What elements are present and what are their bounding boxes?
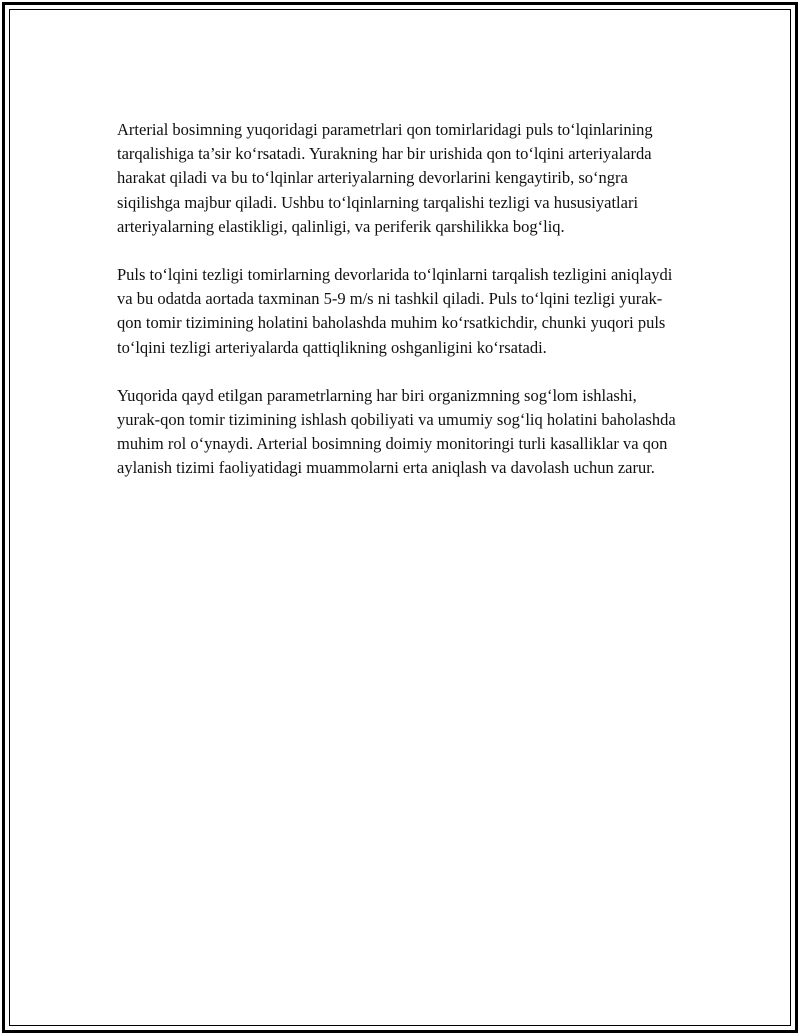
paragraph-2: Puls to‘lqini tezligi tomirlarning devorlarida to‘lqinlarni tarqalish tezligini aniqlaydi va bu odatda aortada taxminan 5-9 m/s ni tashkil qiladi. Puls to‘lqini tezligi yurak-qon tomir tizimining holatini baholashda muhim ko‘rsatkichdir, chunki yuqori puls to‘lqini tezligi arteriyalarda qattiqlikning oshganligini ko‘rsatadi. <box>117 265 673 357</box>
paragraph-3: Yuqorida qayd etilgan parametrlarning har biri organizmning sog‘lom ishlashi, yurak-qon tomir tizimining ishlash qobiliyati va umumiy sog‘liq holatini baholashda muhim rol o‘ynaydi. Arterial bosimning doimiy monitoringi turli kasalliklar va qon aylanish tizimi faoliyatidagi muammolarni erta aniqlash va davolash uchun zarur. <box>117 385 676 478</box>
document-body <box>117 118 682 505</box>
paragraph-1: Arterial bosimning yuqoridagi parametrlari qon tomirlaridagi puls to‘lqinlarining tarqalishiga ta’sir ko‘rsatadi. Yurakning har bir urishida qon to‘lqini arteriyalarda harakat qiladi va bu to‘lqinlar arteriyalarning devorlarini kengaytirib, so‘ngra siqilishga majbur qiladi. Ushbu to‘lqinlarning tarqalishi tezligi va hususiyatlari arteriyalarning elastikligi, qalinligi, va periferik qarshilikka bog‘liq. <box>117 120 653 236</box>
